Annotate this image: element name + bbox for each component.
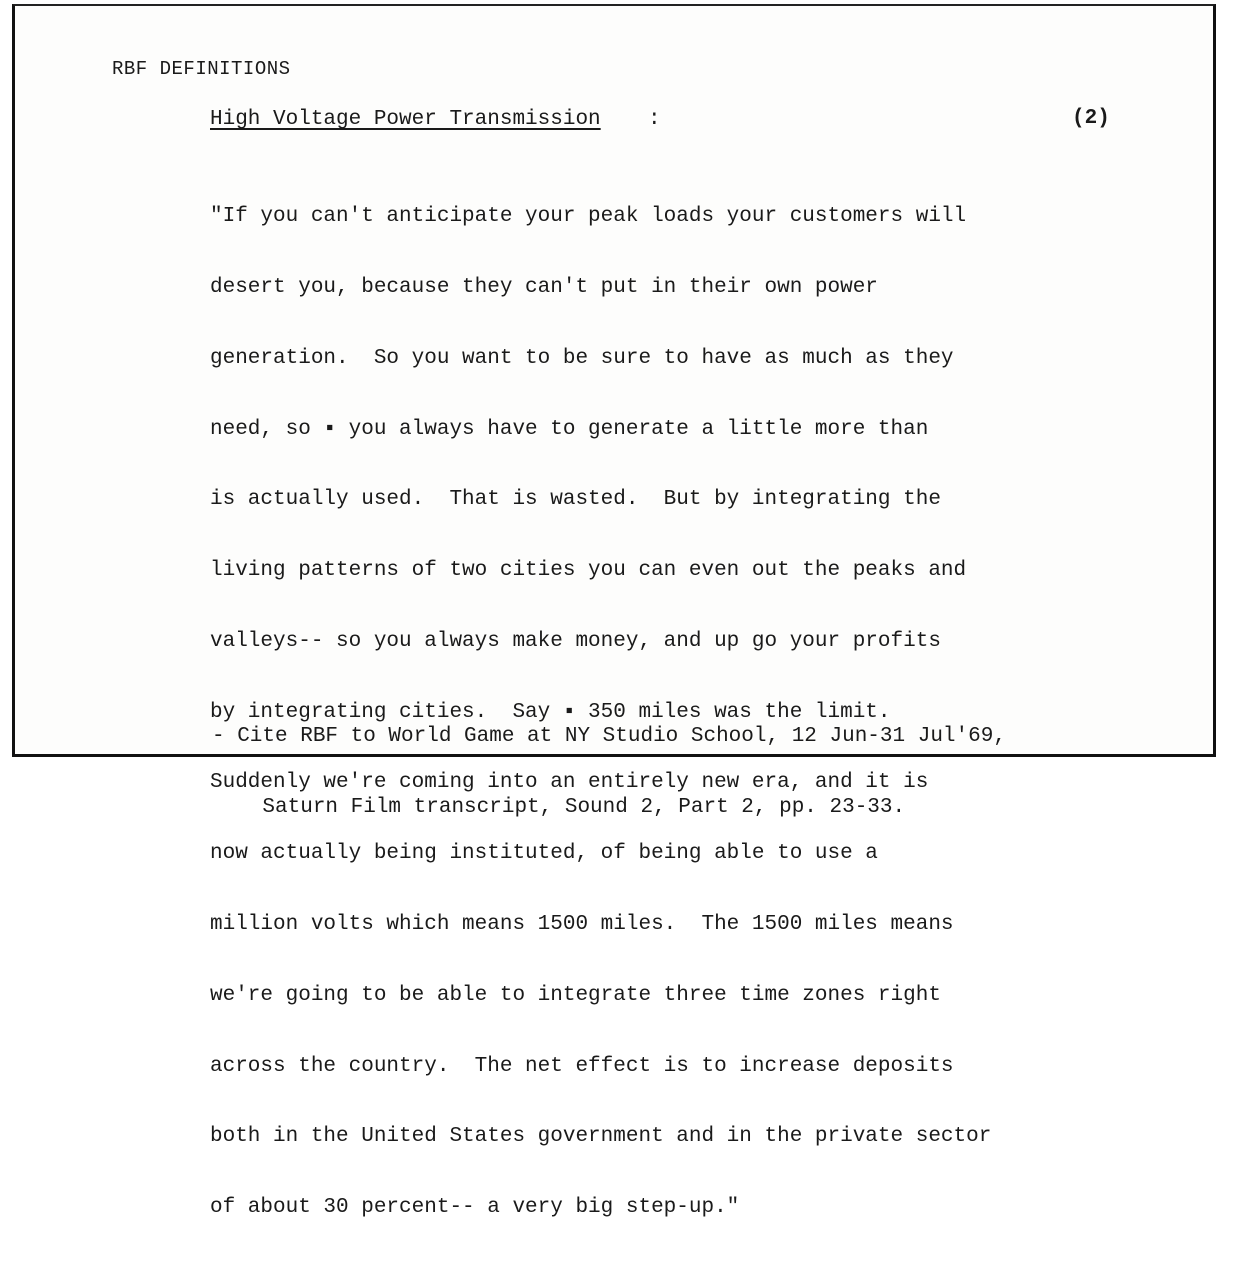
quote-line: we're going to be able to integrate three time zones right — [210, 983, 941, 1007]
quote-line: million volts which means 1500 miles. The 1500 miles means — [210, 913, 954, 936]
quote-line: desert you, because they can't put in their own power — [210, 275, 878, 299]
quote-line: by integrating cities. Say ▪ 350 miles was the limit. — [210, 700, 891, 724]
quote-line: across the country. The net effect is to increase deposits — [210, 1054, 954, 1078]
citation-block — [212, 678, 1132, 867]
definition-title: High Voltage Power Transmission — [210, 108, 601, 131]
quote-line: Suddenly we're coming into an entirely new era, and it is — [210, 771, 929, 795]
quote-line: generation. So you want to be sure to have as much as they — [210, 346, 954, 370]
document-card — [12, 4, 1216, 1220]
citation-line: - Cite RBF to World Game at NY Studio School, 12 Jun-31 Jul'69, — [212, 725, 1006, 749]
quote-line: living patterns of two cities you can even out the peaks and — [210, 559, 967, 583]
quote-line: of about 30 percent-- a very big step-up." — [210, 1196, 740, 1220]
quote-line: now actually being instituted, of being able to use a — [210, 842, 878, 866]
quote-line: is actually used. That is wasted. But by integrating the — [210, 488, 941, 512]
quote-line: need, so ▪ you always have to generate a little more than — [210, 417, 929, 441]
citation-line: Saturn Film transcript, Sound 2, Part 2, pp. 23-33. — [212, 795, 906, 819]
quote-line: both in the United States government and in the private sector — [210, 1125, 992, 1149]
quote-line: "If you can't anticipate your peak loads your customers will — [210, 205, 967, 229]
document-heading: RBF DEFINITIONS — [112, 58, 291, 80]
page-number: (2) — [1072, 107, 1110, 130]
quote-line: valleys-- so you always make money, and up go your profits — [210, 629, 941, 653]
definition-title-colon: : — [648, 108, 661, 131]
